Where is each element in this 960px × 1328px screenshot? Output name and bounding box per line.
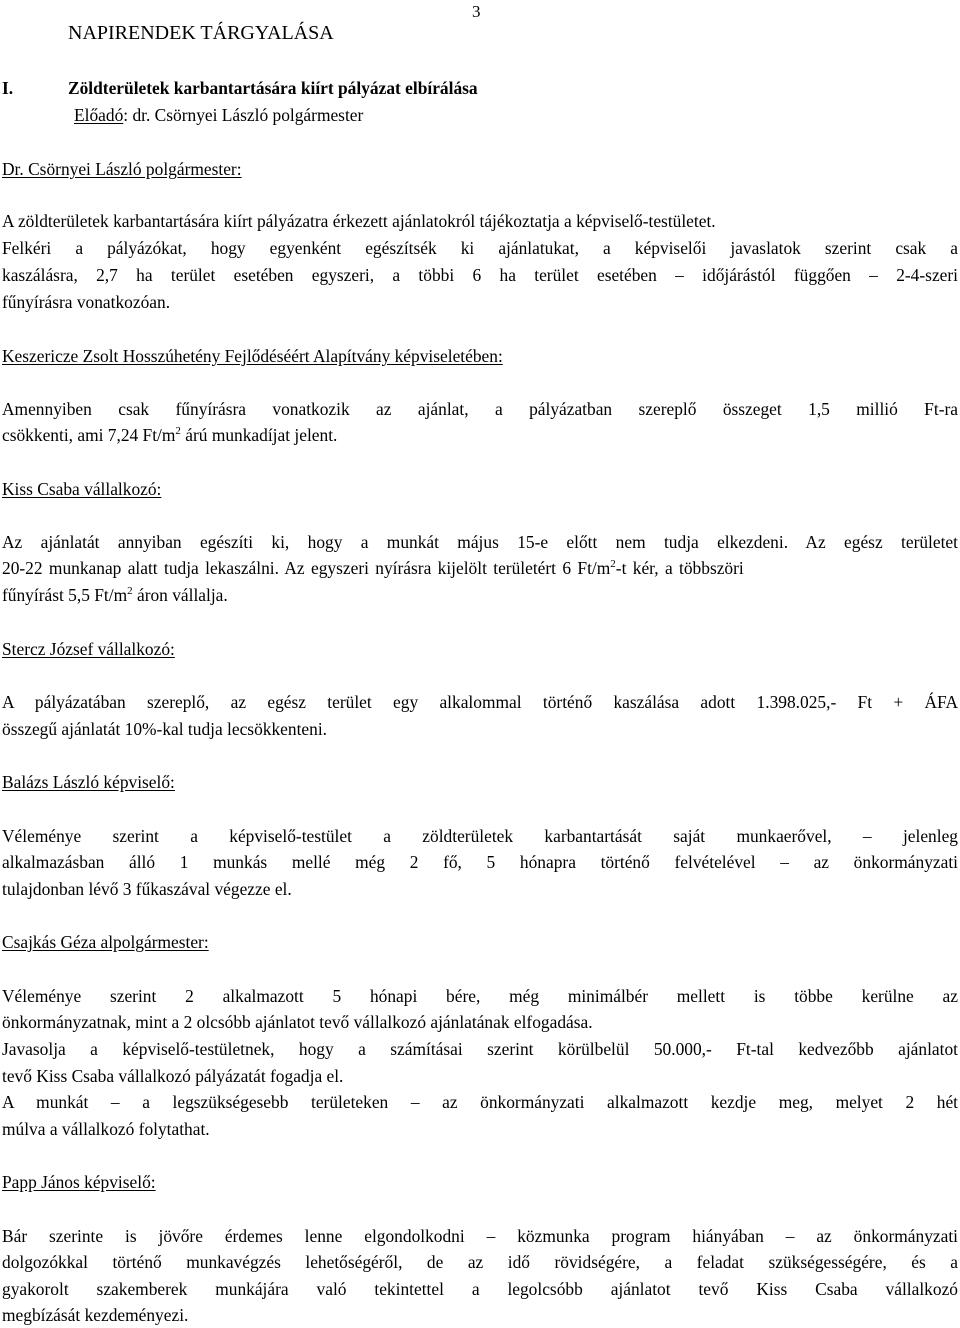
- text-run: csökkenti, ami 7,24 Ft/m: [2, 425, 176, 445]
- superscript: 2: [127, 585, 133, 597]
- text-run: árú munkadíjat jelent.: [180, 425, 338, 445]
- agenda-title: Zöldterületek karbantartására kiírt pályázat elbírálása: [68, 78, 478, 98]
- superscript: 2: [175, 425, 181, 437]
- paragraph-line: önkormányzatnak, mint a 2 olcsóbb ajánlatot tevő vállalkozó ajánlatának elfogadása.: [2, 1012, 593, 1032]
- paragraph-line: dolgozókkal történő munkavégzés lehetőségéről, de az idő rövidségére, a feladat szükségességére, és a: [2, 1252, 958, 1272]
- text-run: áron vállalja.: [132, 585, 228, 605]
- paragraph-line: A munkát – a legszükségesebb területeken – az önkormányzati alkalmazott kezdje meg, melyet 2 hét: [2, 1092, 958, 1112]
- speaker-heading: Stercz József vállalkozó:: [2, 639, 175, 659]
- paragraph-line: múlva a vállalkozó folytathat.: [2, 1119, 210, 1139]
- text-run: 20-22 munkanap alatt tudja lekaszálni. Az egyszeri nyírásra kijelölt területért 6 Ft/m: [2, 558, 611, 578]
- text-run: -t kér, a többszöri: [615, 558, 744, 578]
- paragraph-line: Amennyiben csak fűnyírásra vonatkozik az ajánlat, a pályázatban szereplő összeget 1,5 millió Ft-ra: [2, 399, 958, 419]
- paragraph-line: A zöldterületek karbantartására kiírt pályázatra érkezett ajánlatokról tájékoztatja a képviselő-testületet.: [2, 211, 716, 231]
- paragraph-line: Javasolja a képviselő-testületnek, hogy a számításai szerint körülbelül 50.000,- Ft-tal kedvezőbb ajánlatot: [2, 1039, 958, 1059]
- paragraph-line: tevő Kiss Csaba vállalkozó pályázatát fogadja el.: [2, 1066, 344, 1086]
- speaker-heading: Dr. Csörnyei László polgármester:: [2, 159, 242, 179]
- paragraph-line: [2, 560, 958, 577]
- paragraph-line: fűnyírásra vonatkozóan.: [2, 292, 171, 312]
- agenda-item-title: [2, 78, 478, 98]
- paragraph-line: Bár szerinte is jövőre érdemes lenne elgondolkodni – közmunka program hiányában – az önkormányzati: [2, 1226, 958, 1246]
- presenter-label: Előadó: [74, 105, 124, 125]
- paragraph-line: kaszálásra, 2,7 ha terület esetében egyszeri, a többi 6 ha terület esetében – időjárástól függően – 2-4-szeri: [2, 265, 958, 285]
- superscript: 2: [610, 558, 616, 570]
- page-number: 3: [472, 2, 481, 21]
- paragraph-line: Véleménye szerint 2 alkalmazott 5 hónapi bére, még minimálbér mellett is többe kerülne az: [2, 986, 958, 1006]
- paragraph-line: [2, 427, 337, 444]
- speaker-heading: Kiss Csaba vállalkozó:: [2, 479, 162, 499]
- text-run: fűnyírást 5,5 Ft/m: [2, 585, 128, 605]
- presenter-name: : dr. Csörnyei László polgármester: [123, 105, 364, 125]
- speaker-heading: Keszericze Zsolt Hosszúhetény Fejlődéséért Alapítvány képviseletében:: [2, 346, 503, 366]
- paragraph-line: Véleménye szerint a képviselő-testület a zöldterületek karbantartását saját munkaerővel, – jelenleg: [2, 826, 958, 846]
- paragraph-line: gyakorolt szakemberek munkájára való tekintettel a legolcsóbb ajánlatot tevő Kiss Csaba vállalkozó: [2, 1279, 958, 1299]
- paragraph-line: A pályázatában szereplő, az egész terület egy alkalommal történő kaszálása adott 1.398.025,- Ft + ÁFA: [2, 692, 958, 712]
- page-heading: NAPIRENDEK TÁRGYALÁSA: [68, 22, 334, 44]
- paragraph-line: megbízását kezdeményezi.: [2, 1305, 189, 1325]
- paragraph-line: alkalmazásban álló 1 munkás mellé még 2 fő, 5 hónapra történő felvételével – az önkormányzati: [2, 852, 958, 872]
- paragraph-line: tulajdonban lévő 3 fűkaszával végezze el.: [2, 879, 292, 899]
- speaker-heading: Papp János képviselő:: [2, 1172, 156, 1192]
- paragraph-line: összegű ajánlatát 10%-kal tudja lecsökkenteni.: [2, 719, 327, 739]
- paragraph-line: Felkéri a pályázókat, hogy egyenként egészítsék ki ajánlatukat, a képviselői javaslatok szerint csak a: [2, 238, 958, 258]
- speaker-heading: Csajkás Géza alpolgármester:: [2, 932, 209, 952]
- agenda-presenter: [74, 107, 363, 124]
- paragraph-line: Az ajánlatát annyiban egészíti ki, hogy a munkát május 15-e előtt nem tudja elkezdeni. Az egész területet: [2, 532, 958, 552]
- speaker-heading: Balázs László képviselő:: [2, 772, 175, 792]
- paragraph-line: [2, 587, 228, 604]
- agenda-number: I.: [2, 78, 14, 98]
